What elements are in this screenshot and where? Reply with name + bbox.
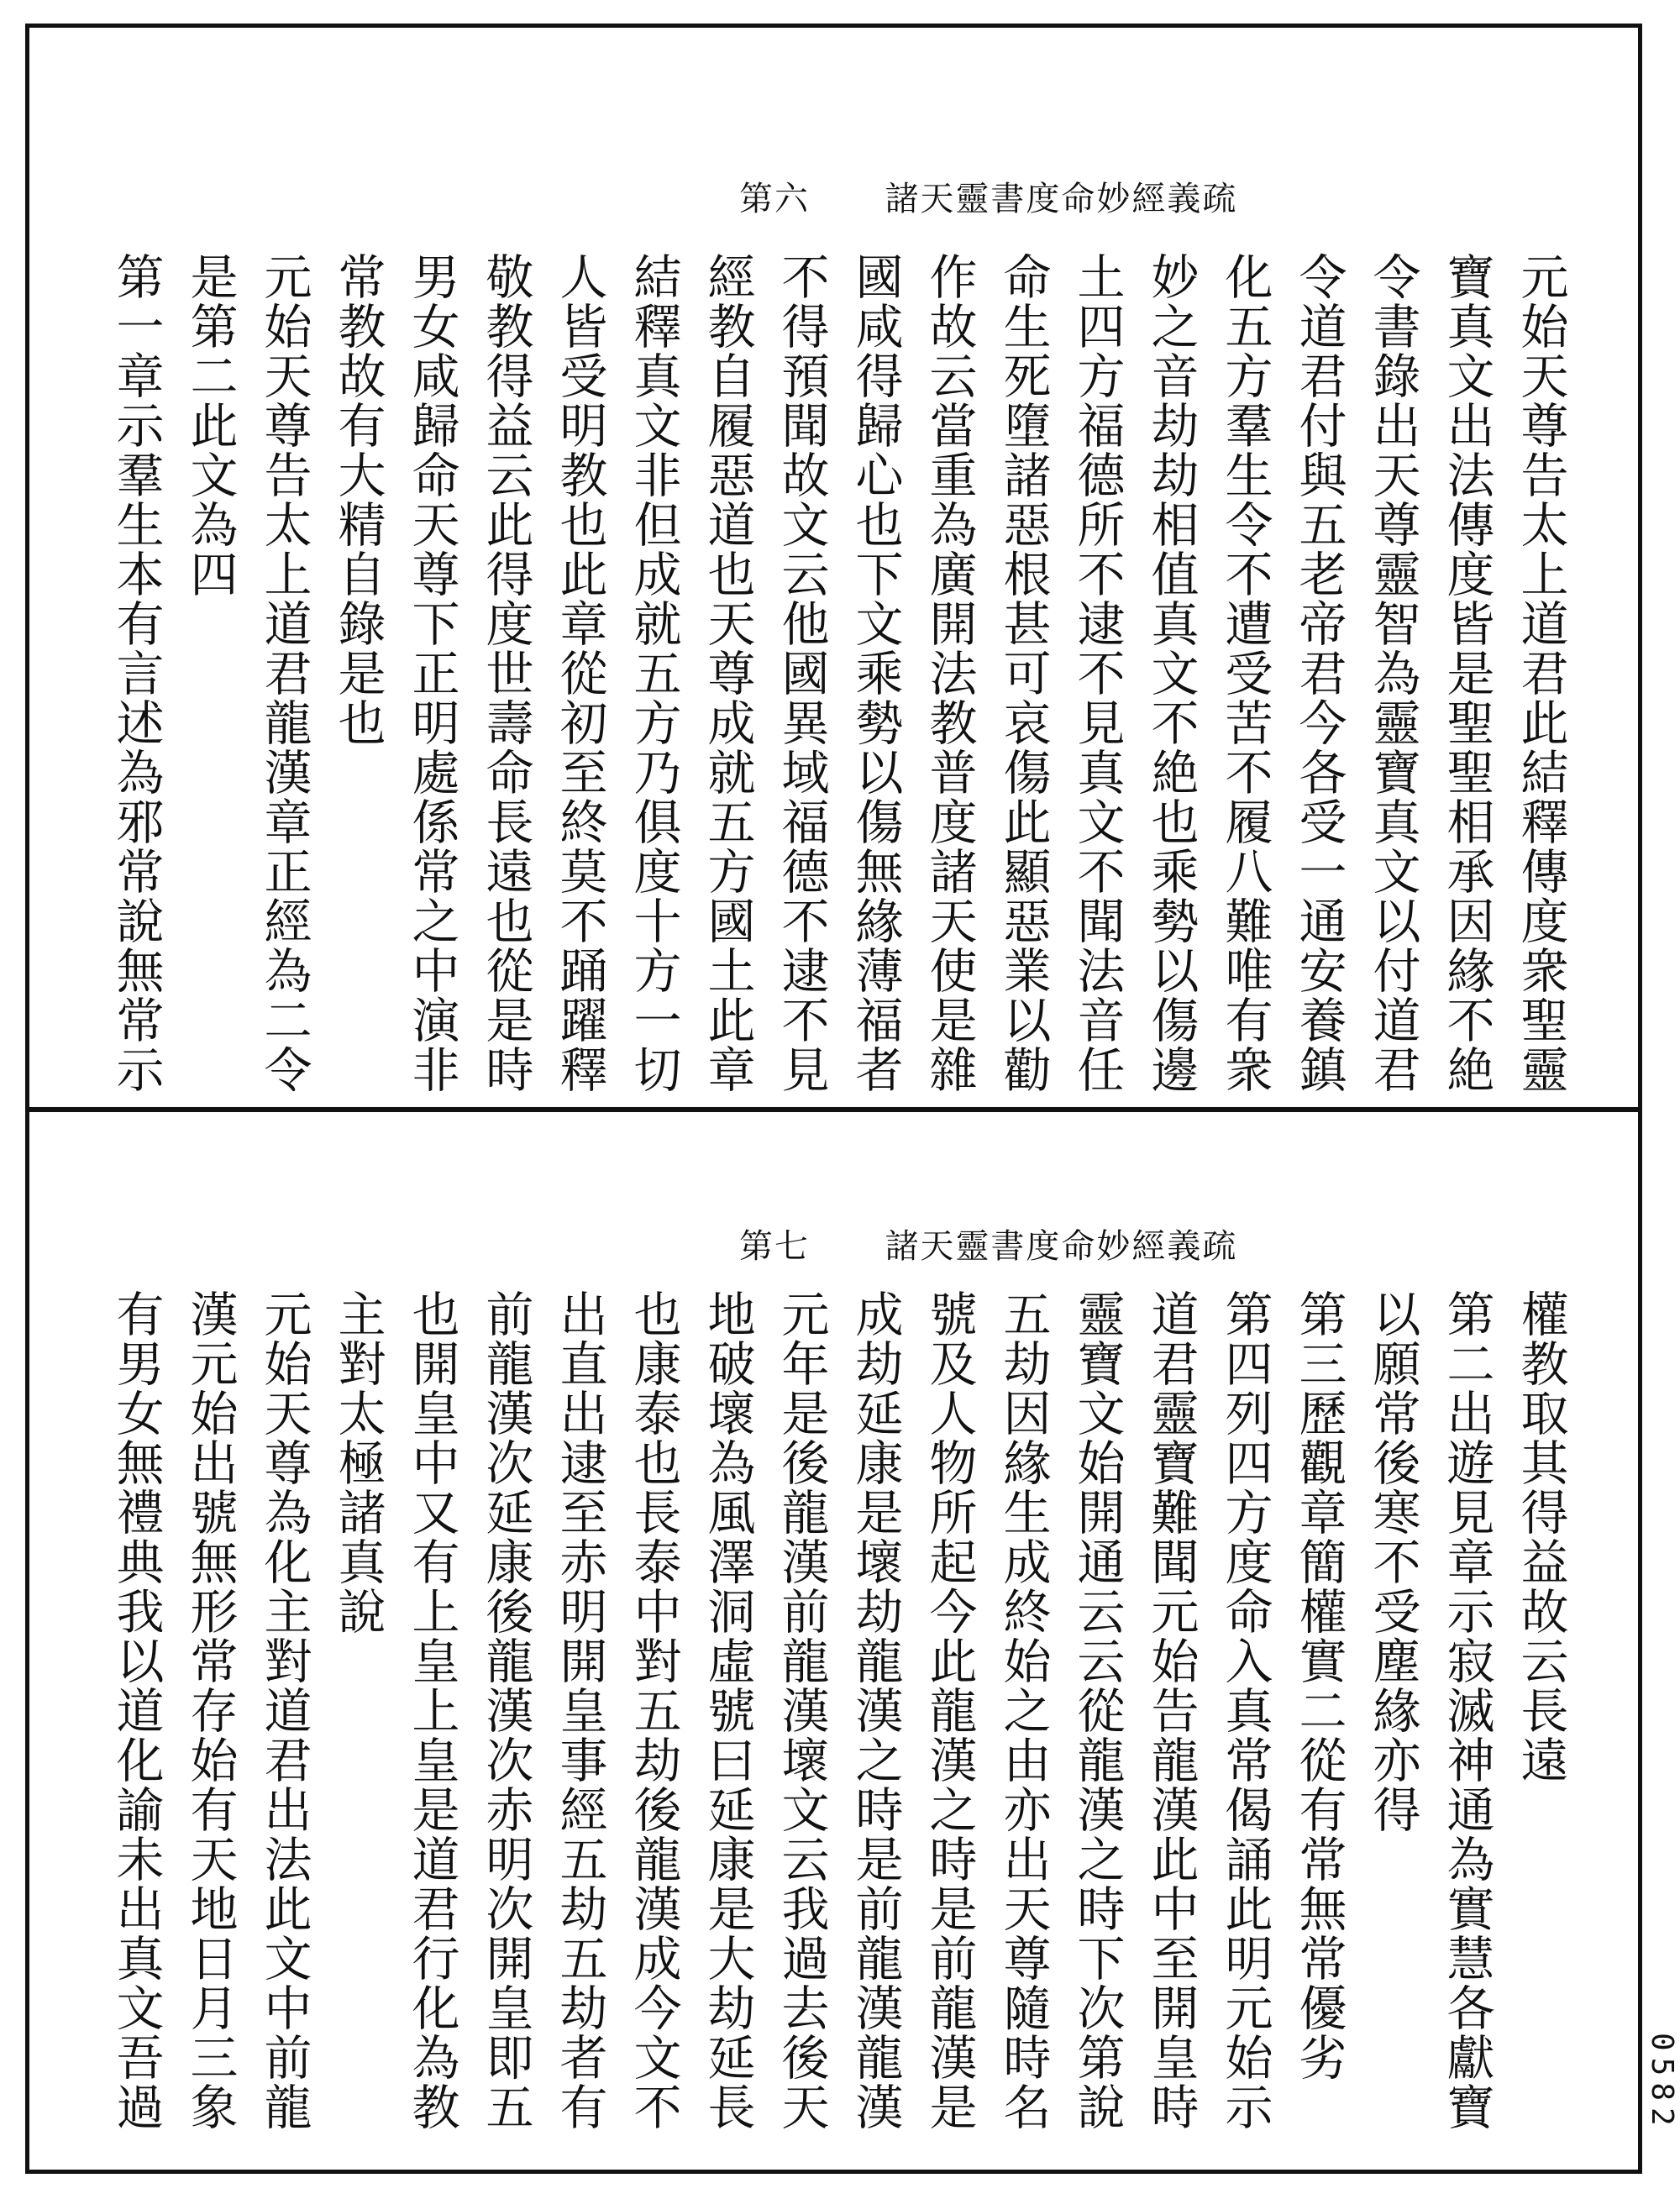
bottom-column: 五劫因緣生成終始之由亦出天尊隨時名 xyxy=(995,1289,1051,2132)
bottom-column: 權教取其得益故云長遠 xyxy=(1513,1289,1568,1785)
top-column: 國咸得歸心也下文乘勢以傷無緣薄福者 xyxy=(848,252,903,1094)
top-header-title: 諸天靈書度命妙經義疏 xyxy=(885,180,1238,218)
bottom-column: 地破壞為風澤洞虛號曰延康是大劫延長 xyxy=(700,1289,755,2132)
bottom-column: 元始天尊為化主對道君出法此文中前龍 xyxy=(256,1289,312,2132)
top-column: 寶真文出法傳度皆是聖聖相承因緣不絶 xyxy=(1439,252,1494,1094)
top-column: 常教故有大精自錄是也 xyxy=(330,252,386,748)
top-column: 元始天尊告太上道君此結釋傳度衆聖靈 xyxy=(1513,252,1568,1094)
top-column: 令道君付與五老帝君今各受一通安養鎮 xyxy=(1291,252,1347,1094)
top-column: 化五方羣生令不遭受苦不履八難唯有衆 xyxy=(1217,252,1273,1094)
top-column: 土四方福德所不逮不見真文不聞法音任 xyxy=(1069,252,1125,1094)
bottom-column: 成劫延康是壞劫龍漢之時是前龍漢龍漢 xyxy=(848,1289,903,2132)
top-column: 元始天尊告太上道君龍漢章正經為二令 xyxy=(256,252,312,1094)
panel-divider xyxy=(25,1107,1642,1112)
bottom-column: 第三歷觀章簡權實二從有常無常優劣 xyxy=(1291,1289,1347,2082)
top-column: 人皆受明教也此章從初至終莫不踊躍釋 xyxy=(552,252,607,1094)
top-header-section: 第六 xyxy=(739,180,810,218)
bottom-column: 道君靈寶難聞元始告龍漢此中至開皇時 xyxy=(1143,1289,1199,2132)
bottom-header-title: 諸天靈書度命妙經義疏 xyxy=(885,1227,1238,1266)
bottom-column: 第二出遊見章示寂滅神通為實慧各獻寶 xyxy=(1439,1289,1494,2132)
top-column: 第一章示羣生本有言述為邪常說無常示 xyxy=(108,252,164,1094)
bottom-column: 也康泰也長泰中對五劫後龍漢成今文不 xyxy=(626,1289,681,2132)
bottom-column: 前龍漢次延康後龍漢次赤明次開皇即五 xyxy=(478,1289,533,2132)
bottom-header xyxy=(739,1220,1237,1267)
top-column: 敬教得益云此得度世壽命長遠也從是時 xyxy=(478,252,533,1094)
top-column: 不得預聞故文云他國異域福德不逮不見 xyxy=(774,252,829,1094)
bottom-column: 也開皇中又有上皇上皇是道君行化為教 xyxy=(404,1289,459,2132)
top-column: 經教自履惡道也天尊成就五方國土此章 xyxy=(700,252,755,1094)
bottom-column: 號及人物所起今此龍漢之時是前龍漢是 xyxy=(921,1289,977,2132)
top-column: 妙之音劫劫相值真文不絶也乘勢以傷邊 xyxy=(1143,252,1199,1094)
bottom-column: 有男女無禮典我以道化諭未出真文吾過 xyxy=(108,1289,164,2132)
top-column: 男女咸歸命天尊下正明處係常之中演非 xyxy=(404,252,459,1094)
page-number: 0582 xyxy=(1645,2033,1679,2133)
bottom-column: 元年是後龍漢前龍漢壞文云我過去後天 xyxy=(774,1289,829,2132)
bottom-header-section: 第七 xyxy=(739,1227,810,1266)
top-column: 命生死墮諸惡根甚可哀傷此顯惡業以勸 xyxy=(995,252,1051,1094)
bottom-column: 以願常後寒不受塵緣亦得 xyxy=(1365,1289,1420,1834)
top-column: 作故云當重為廣開法教普度諸天使是雜 xyxy=(921,252,977,1094)
bottom-column: 靈寶文始開通云云從龍漢之時下次第說 xyxy=(1069,1289,1125,2132)
bottom-column: 出直出逮至赤明開皇事經五劫五劫者有 xyxy=(552,1289,607,2132)
top-column: 令書錄出天尊靈智為靈寶真文以付道君 xyxy=(1365,252,1420,1094)
top-column: 是第二此文為四 xyxy=(182,252,238,599)
top-header xyxy=(739,172,1237,220)
bottom-column: 主對太極諸真說 xyxy=(330,1289,386,1636)
bottom-column: 漢元始出號無形常存始有天地日月三象 xyxy=(182,1289,238,2132)
bottom-column: 第四列四方度命入真常偈誦此明元始示 xyxy=(1217,1289,1273,2132)
top-column: 結釋真文非但成就五方乃俱度十方一切 xyxy=(626,252,681,1094)
